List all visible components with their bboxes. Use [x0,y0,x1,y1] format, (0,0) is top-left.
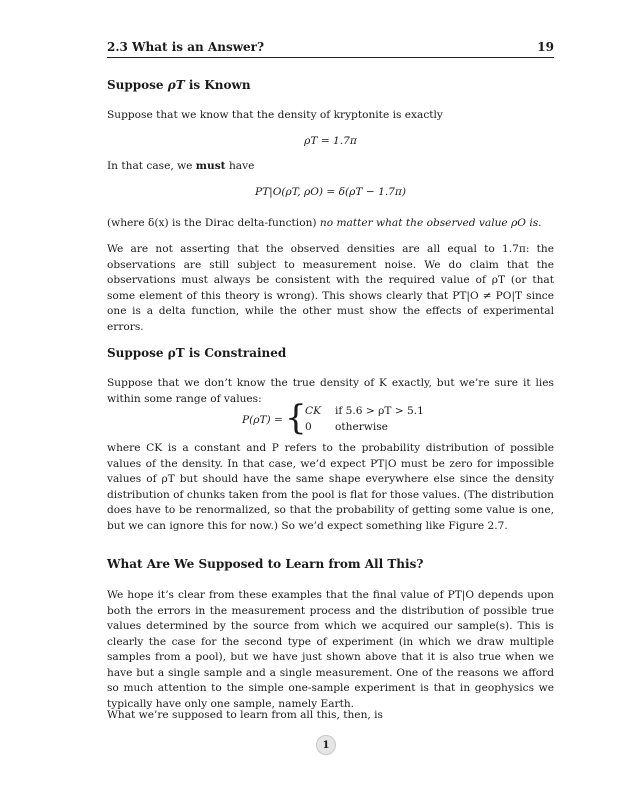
equation: ρT = 1.7π [304,135,357,147]
brace-icon: { [285,398,307,438]
paragraph: Suppose that we know that the density of kryptonite is exactly [107,109,443,121]
section-heading: 2.3 What is an Answer? [107,40,265,54]
paragraph: What we’re supposed to learn from all this, then, is [107,709,383,721]
paragraph: We are not asserting that the observed densities are all equal to 1.7π: the observations are still subject to measurement noise. We do claim that the observations must always be consistent with the required value of ρT (or that some element of this theory is wrong). This shows clearly that PT|O ≠ PO|T since one is a delta function, while the other must show the effects of experimental errors. [107,243,554,333]
equation: PT|O(ρT, ρO) = δ(ρT − 1.7π) [254,186,407,198]
page-number: 19 [537,40,554,54]
paragraph: (where δ(x) is the Dirac delta-function) no matter what the observed value ρO is. [107,217,542,229]
page-indicator-button[interactable]: 1 [316,735,336,755]
paragraph: where CK is a constant and P refers to the probability distribution of possible values of the density. In that case, we’d expect PT|O must be zero for impossible values of ρT but should have the same shape everywhere else since the density distribution of chunks taken from the pool is flat for those values. (The distribution does have to be renormalized, so that the probability of getting some value is one, but we can ignore this for now.) So we’d expect something like Figure 2.7. [107,442,554,532]
paragraph: Suppose that we don’t know the true density of K exactly, but we’re sure it lies within some range of values: [107,377,554,405]
header-rule [107,57,554,58]
paragraph: We hope it’s clear from these examples that the final value of PT|O depends upon both the errors in the measurement process and the distribution of possible true values determined by the source from which we acquired our sample(s). This is clearly the case for the second type of experiment (in which we draw multiple samples from a pool), but we have just shown above that it is also true when we have but a single sample and a single measurement. One of the reasons we afford so much attention to the simple one-sample experiment is that in geophysics we typically have only one sample, namely Earth. [107,589,554,710]
equation-case-condition: if 5.6 > ρT > 5.1 [335,405,424,417]
section-title-learn: What Are We Supposed to Learn from All This? [107,557,424,571]
paragraph: In that case, we must have [107,160,255,172]
equation-lhs: P(ρT) = [242,414,283,426]
equation-case-condition: otherwise [335,421,388,433]
section-title-constrained: Suppose ρT is Constrained [107,346,287,360]
section-title-known: Suppose ρT is Known [107,78,251,92]
running-header [107,40,554,54]
equation-case-value: CK [305,405,322,417]
equation-case-value: 0 [305,421,312,433]
